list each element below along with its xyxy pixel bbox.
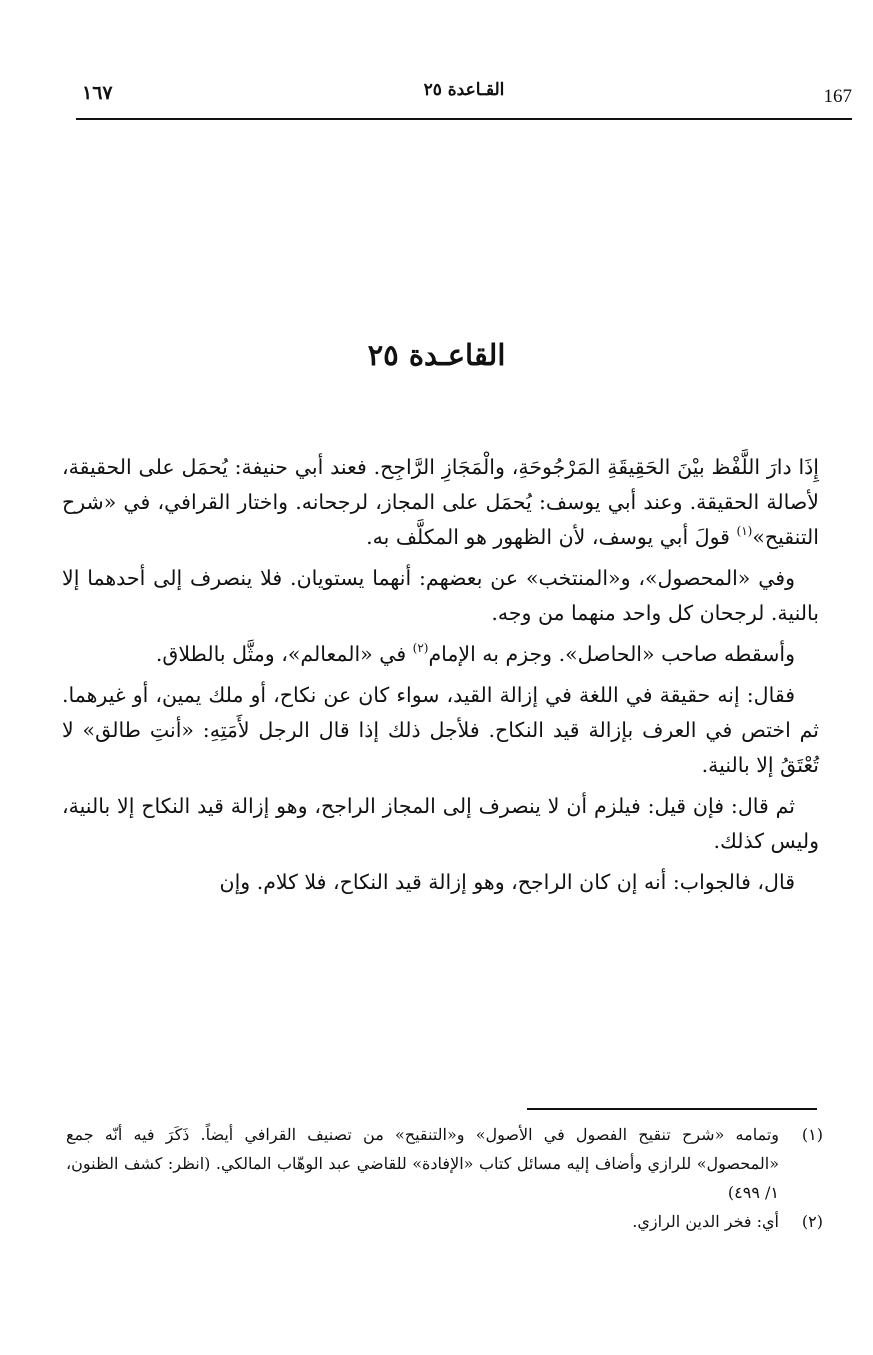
rule-title: القاعـدة ٢٥ [367,338,506,372]
page-number-latin: 167 [823,86,852,107]
paragraph: فقال: إنه حقيقة في اللغة في إزالة القيد، سواء كان عن نكاح، أو ملك يمين، أو غيرهما. ثم اختص في العرف بإزالة قيد النكاح. فلأجل ذلك إذا قال الرجل لأَمَتِهِ: «أنتِ طالق» لا تُعْتَقُ إلا بالنية. [62,683,819,777]
running-header [76,78,852,120]
paragraph: إِذَا دارَ اللَّفْظ بيْنَ الحَقِيقَةِ المَرْجُوحَةِ، والْمَجَازِ الرَّاجِح. فعند أبي حنيفة: يُحمَل على الحقيقة، لأصالة الحقيقة. وعند أبي يوسف: يُحمَل على المجاز، لرجحانه. واختار القرافي، في «شرح التنقيح»$^{(١)}$ قولَ أبي يوسف، لأن الظهور هو المكلَّف به. [62,455,819,549]
paragraph: وفي «المحصول»، و«المنتخب» عن بعضهم: أنهما يستويان. فلا ينصرف إلى أحدهما إلا بالنية. لرجحان كل واحد منهما من وجه. [62,566,819,625]
paragraph: وأسقطه صاحب «الحاصل». وجزم به الإمام$^{(٢)}$ في «المعالم»، ومثَّل بالطلاق. [155,641,795,666]
footnote-ref: (٢) [412,641,429,655]
footnotes [66,1120,823,1236]
footnote [66,1120,823,1207]
footnote [66,1207,823,1236]
paragraph: قال، فالجواب: أنه إن كان الراجح، وهو إزالة قيد النكاح، فلا كلام. وإن [219,870,795,894]
body-text [62,450,819,906]
footnote-number: (٢) [801,1212,823,1231]
footnote-number: (١) [801,1125,823,1144]
page-number-arabic: ١٦٧ [82,82,113,104]
footnote-text: وتمامه «شرح تنقيح الفصول في الأصول» و«التنقيح» من تصنيف القرافي أيضاً. ذَكَرَ فيه أنّه جمع «المحصول» للرازي وأضاف إليه مسائل كتاب «الإفادة» للقاضي عبد الوهّاب المالكي. (انظر: كشف الظنون، ١/ ٤٩٩) [66,1125,780,1202]
footnote-text: أي: فخر الدين الرازي. [632,1212,779,1231]
paragraph: ثم قال: فإن قيل: فيلزم أن لا ينصرف إلى المجاز الراجح، وهو إزالة قيد النكاح إلا بالنية، وليس كذلك. [62,794,819,853]
running-title: القـاعدة ٢٥ [423,80,505,100]
footnote-separator [527,1108,817,1110]
footnote-ref: (١) [736,524,753,538]
